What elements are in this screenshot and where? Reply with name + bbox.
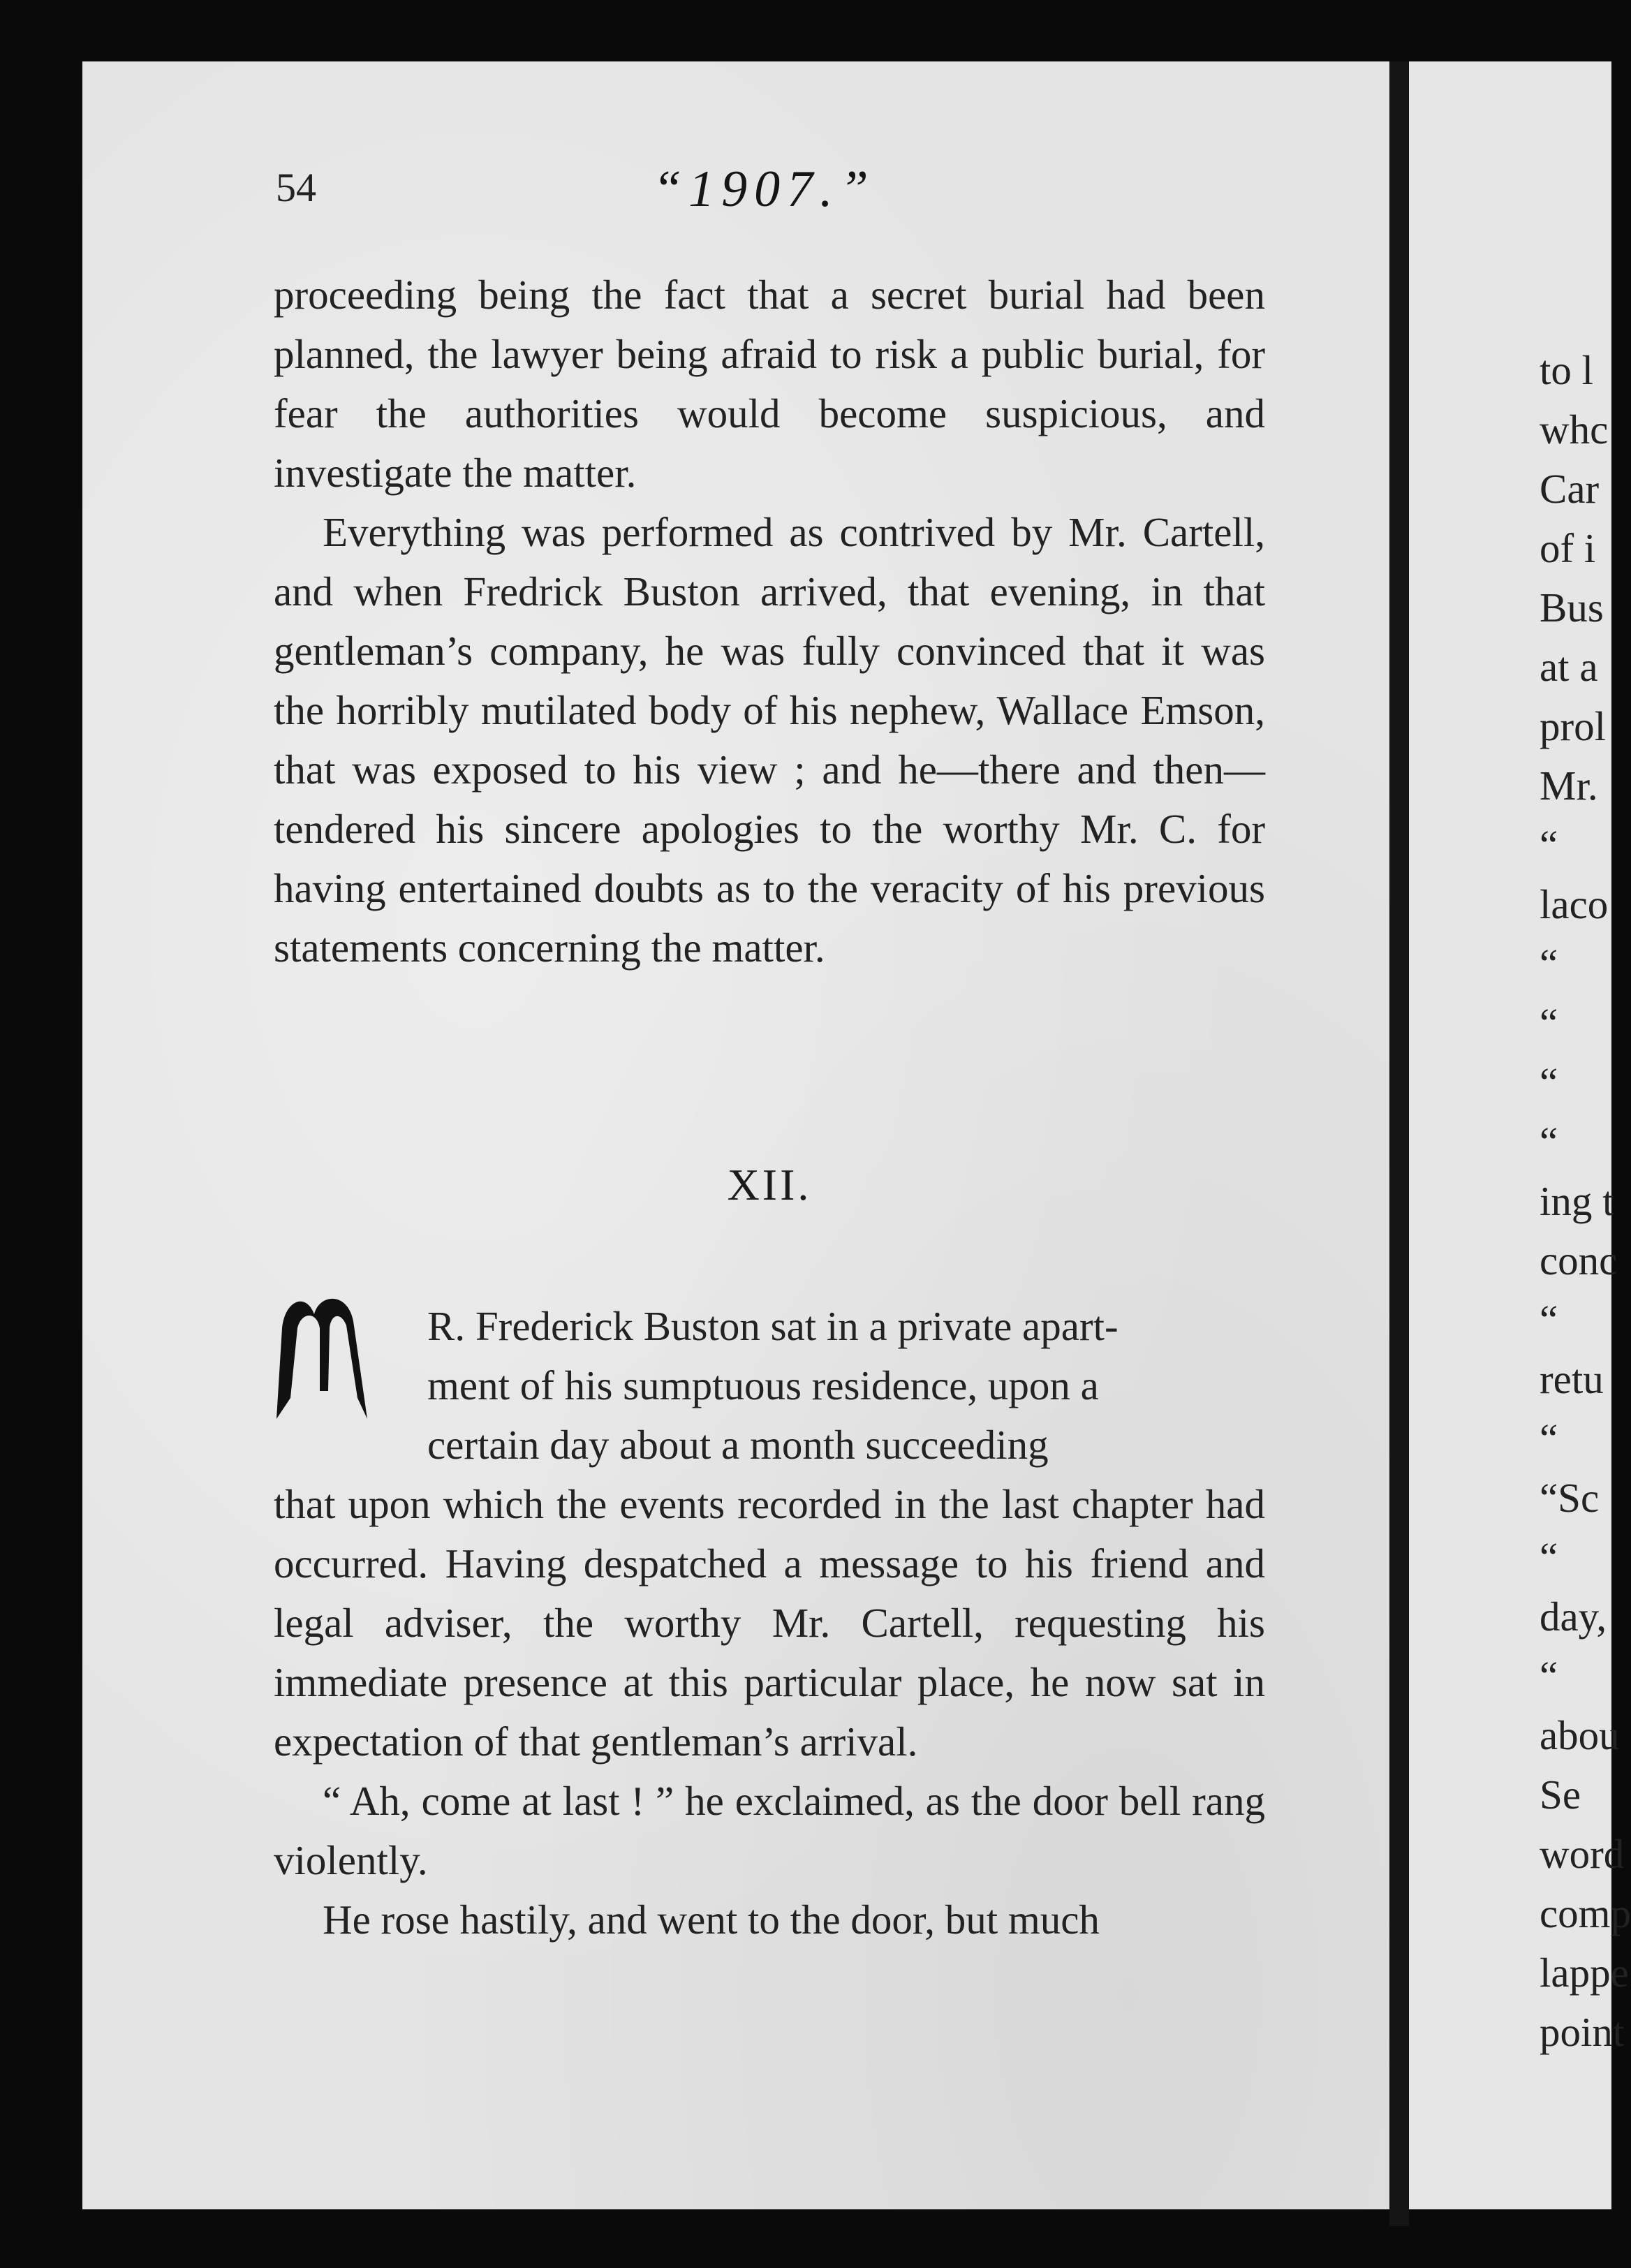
fragment-line: retu: [1540, 1356, 1604, 1402]
running-head: [276, 161, 1267, 220]
fragment-line: “: [1540, 1059, 1558, 1105]
fragment-line: “: [1540, 1534, 1558, 1580]
fragment-line: Se: [1540, 1772, 1581, 1818]
fragment-line: Bus: [1540, 584, 1604, 631]
dropcap-line: ment of his sumptuous residence, upon a: [427, 1362, 1099, 1408]
book-gutter: [1389, 61, 1409, 2226]
fragment-line: “Sc: [1540, 1475, 1600, 1521]
fragment-line: comp: [1540, 1890, 1631, 1936]
paragraph: “ Ah, come at last ! ” he exclaimed, as the door bell rang violently.: [274, 1778, 1265, 1883]
dropcap-line: certain day about a month succeeding: [427, 1422, 1049, 1468]
fragment-line: laco: [1540, 881, 1609, 927]
text-block-bottom: [274, 1475, 1265, 1950]
fragment-line: word: [1540, 1831, 1625, 1877]
fragment-line: “: [1540, 1000, 1558, 1046]
fragment-line: “: [1540, 822, 1558, 868]
fragment-line: conc: [1540, 1237, 1618, 1283]
fragment-line: “: [1540, 941, 1558, 987]
fragment-line: at a: [1540, 644, 1598, 690]
fragment-line: abou: [1540, 1712, 1620, 1758]
fragment-line: Car: [1540, 466, 1600, 512]
paragraph: proceeding being the fact that a secret burial had been planned, the lawyer being afraid to risk a public burial, for fear the authorities would become suspicious, and investigate the matter.: [274, 272, 1265, 496]
fragment-line: day,: [1540, 1593, 1607, 1640]
right-page-text-clip: [1409, 61, 1631, 2209]
paragraph: that upon which the events recorded in the last chapter had occurred. Having despatched a message to his friend and legal adviser, the worthy Mr. Cartell, requesting his immediate presence at this particular place, he now sat in expectation of that gentleman’s arrival.: [274, 1481, 1265, 1765]
fragment-line: “: [1540, 1119, 1558, 1165]
right-page-fragments: [1540, 341, 1631, 2062]
dropcap-line: R. Frederick Buston sat in a private apart-: [427, 1303, 1119, 1349]
fragment-line: lappe: [1540, 1950, 1629, 1996]
fragment-line: of i: [1540, 525, 1596, 571]
fragment-line: “: [1540, 1653, 1558, 1699]
fragment-line: Mr.: [1540, 763, 1598, 809]
dropcap-m-glyph: [271, 1286, 383, 1426]
fragment-line: whc: [1540, 406, 1609, 452]
fragment-line: prol: [1540, 703, 1607, 749]
running-title: “1907.”: [653, 161, 876, 218]
fragment-line: to l: [1540, 347, 1594, 393]
fragment-line: “: [1540, 1415, 1558, 1461]
fragment-line: point: [1540, 2009, 1625, 2055]
dropcap-lines: [427, 1297, 1265, 1475]
page-number: 54: [276, 165, 316, 210]
chapter-heading: XII.: [727, 1160, 812, 1209]
fragment-line: ing t: [1540, 1178, 1614, 1224]
fragment-line: “: [1540, 1297, 1558, 1343]
paragraph: Everything was performed as contrived by Mr. Cartell, and when Fredrick Buston arrived, that evening, in that gentleman’s company, he was fully convinced that it was the horribly mutilated body of his nephew, Wallace Emson, that was exposed to his view ; and he—there and then—tendered his sincere apologies to the worthy Mr. C. for having entertained doubts as to the veracity of his previous statements concerning the matter.: [274, 509, 1265, 971]
text-block-top: [274, 265, 1265, 978]
paragraph: He rose hastily, and went to the door, but much: [323, 1897, 1100, 1943]
